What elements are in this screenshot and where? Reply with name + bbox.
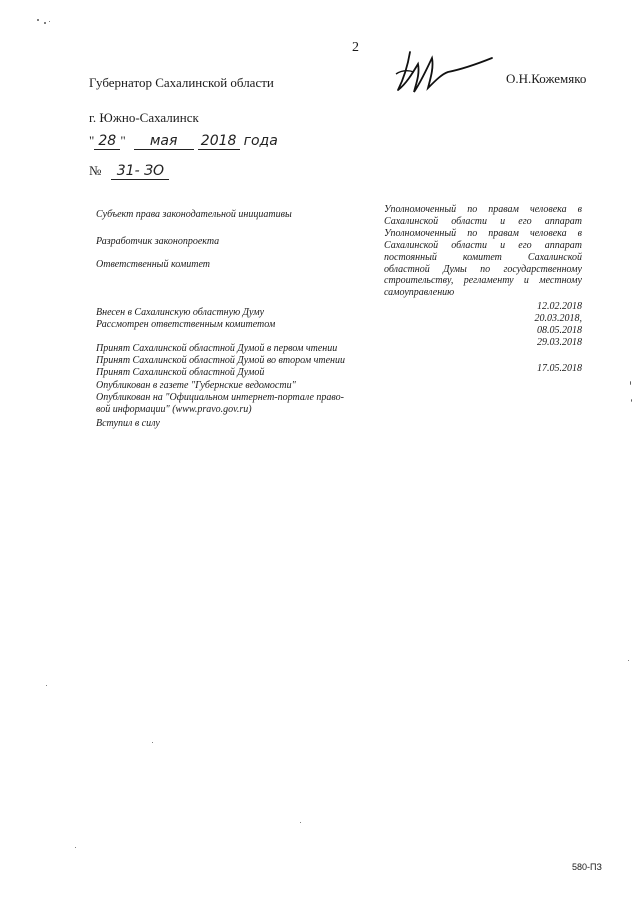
date-close-quote: " (120, 133, 126, 148)
number-value: 31- ЗО (111, 163, 169, 180)
scan-speck (300, 822, 301, 823)
number-line (89, 162, 169, 180)
scan-speck (75, 847, 76, 848)
in-force-label: Вступил в силу (96, 418, 160, 429)
developer-label: Разработчик законопроекта (96, 236, 220, 247)
committee-value: постоянный комитет Сахалинской областной Думы по государственному строительству, регламенту и местному самоуправлению (384, 252, 582, 298)
history-label: Опубликован в газете "Губернские ведомости" (96, 380, 296, 391)
history-label: Принят Сахалинской областной Думой в первом чтении (96, 343, 338, 354)
history-date: 17.05.2018 (537, 363, 582, 374)
scan-speck (628, 660, 629, 661)
date-open-quote: " (89, 133, 95, 148)
date-month: мая (134, 133, 194, 150)
publication-line-2: вой информации" (www.pravo.gov.ru) (96, 404, 252, 415)
scan-speck (152, 742, 153, 743)
city: г. Южно-Сахалинск (89, 110, 199, 125)
scan-speck (49, 21, 50, 22)
date-year: 2018 (198, 133, 240, 150)
date-year-word: года (243, 133, 278, 149)
committee-label: Ответственный комитет (96, 259, 210, 270)
number-sign: № (89, 163, 102, 178)
scan-speck (631, 399, 632, 402)
history-label: Внесен в Сахалинскую областную Думу (96, 307, 265, 318)
scan-speck (37, 19, 39, 21)
developer-value: Уполномоченный по правам человека в Сахалинской области и его аппарат (384, 228, 582, 251)
page-number: 2 (352, 40, 359, 55)
history-date: 08.05.2018 (537, 325, 582, 336)
history-label: Принят Сахалинской областной Думой (96, 367, 265, 378)
governor-title: Губернатор Сахалинской области (89, 75, 274, 90)
history-date: 20.03.2018, (534, 313, 582, 324)
history-date: 12.02.2018 (537, 301, 582, 312)
scan-speck (44, 22, 46, 24)
history-date: 29.03.2018 (537, 337, 582, 348)
subject-label: Субъект права законодательной инициативы (96, 209, 292, 220)
history-label: Рассмотрен ответственным комитетом (96, 319, 276, 330)
scan-speck (630, 381, 631, 385)
history-label: Принят Сахалинской областной Думой во втором чтении (96, 355, 346, 366)
date-day: 28 (94, 133, 120, 150)
publication-line-1: Опубликован на "Официальном интернет-портале право- (96, 392, 344, 403)
subject-value: Уполномоченный по правам человека в Сахалинской области и его аппарат (384, 204, 582, 227)
signature-image (392, 44, 512, 104)
footer-code: 580-ПЗ (572, 862, 602, 872)
governor-name: О.Н.Кожемяко (506, 71, 587, 86)
date-line (89, 132, 278, 150)
scan-speck (46, 685, 47, 686)
